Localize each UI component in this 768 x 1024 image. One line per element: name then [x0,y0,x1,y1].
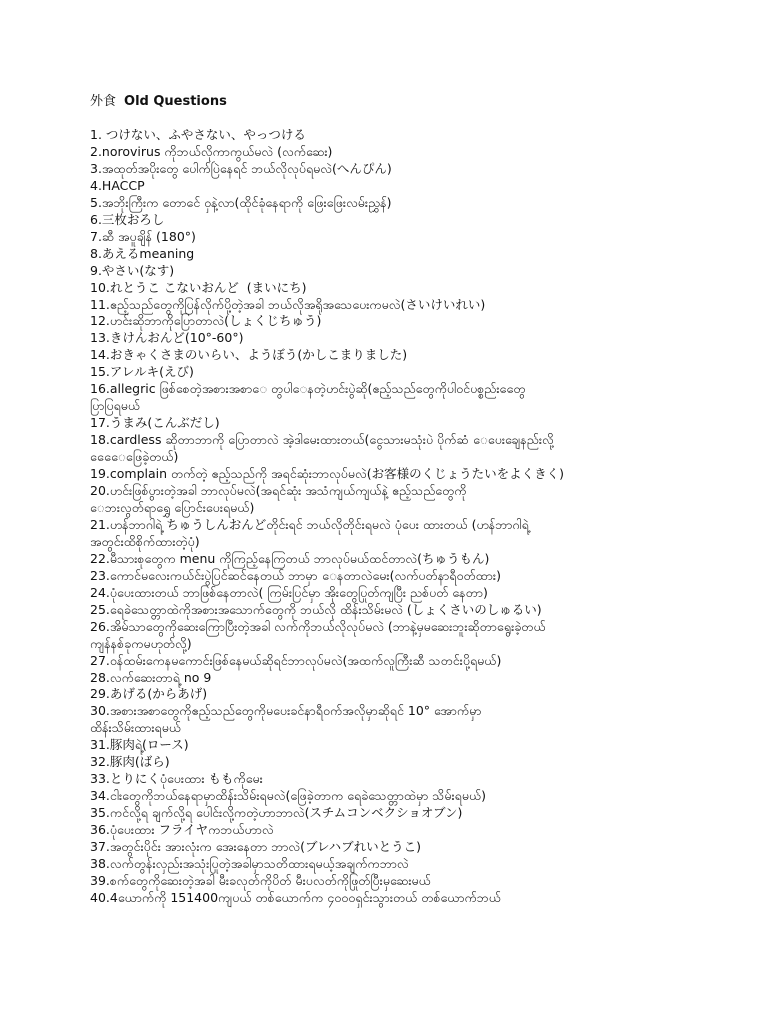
question-item: 24.ပုံပေးထားတယ် ဘာဖြစ်နေတာလဲ( ကြမ်းပြင်မှာ အိုးတွေပြုတ်ကျပြီး ညစ်ပတ် နေတာ) [90,584,488,600]
question-item: 17.うまみ(こんぶだし) [90,415,220,431]
question-item: 21.ဟန်ဘာဂါရဲ့ ちゅうしんおんどတိုင်းရင် ဘယ်လိုတိုင်းရမလဲ ပုံပေး ထားတယ် (ဟန်ဘာဂါရဲ့ အတွင်းထိစိုက်ထားတဲ့ပုံ) [90,516,529,549]
question-item: 3.အထုတ်အပိုးတွေ ပေါက်ပြဲနေရင် ဘယ်လိုလုပ်ရမလဲ(へんぴん) [90,160,392,176]
question-item: 1. つけない、ふやさない、やっつける [90,127,306,142]
question-item: 37.အတွင်းပိုင်း အားလုံးက အေးနေတာ ဘာလဲ(ブレハブれいとうこ) [90,839,421,855]
document-title: Old Questions [124,94,227,109]
question-item: 10.れとうこ こないおんど (まいにち) [90,279,307,295]
question-item: 7.ဆီ အပူချိန် (180°) [90,228,196,244]
question-item: 8.あえるmeaning [90,245,195,261]
document-header [90,94,227,110]
question-item: 36.ပုံပေးထား フライヤကဘယ်ဟာလဲ [90,822,274,838]
question-item: 38.လက်တွန်းလှည်းအသုံးပြုတဲ့အခါမှာသတိထားရမယ့်အချက်ကဘာလဲ [90,855,409,871]
question-item: 27.ဝန်ထမ်းကေနမကောင်းဖြစ်နေမယ်ဆိုရင်ဘာလုပ်မလဲ(အထက်လူကြီးဆီ သတင်းပို့ရမယ်) [90,652,502,668]
question-item: 19.complain တက်တဲ့ ဧည့်သည်ကို အရင်ဆုံးဘာလုပ်မလဲ(お客様のくじょうたいをよくきく) [90,466,565,482]
question-item: 39.စက်တွေကိုဆေးတဲ့အခါ မီးခလုတ်ကိုပိတ် မီးပလတ်ကိုဖြုတ်ပြီးမှဆေးမယ် [90,872,431,888]
question-item: 16.allegric ဖြစ်စေတဲ့အစားအစာေ တွပါေနတဲ့ဟင်းပွဲဆို(ဧည့်သည်တွေကိုပါဝင်ပစ္စည်းတွေေ ပြာပြရမယ် [90,381,526,414]
question-item: 20.ဟင်းဖြစ်ပွားတဲ့အခါ ဘာလုပ်မလဲ(အရင်ဆုံး အသံကျယ်ကျယ်နဲ့ ဧည့်သည်တွေကို ေဘးလွတ်ရာရွှေ ပြောင်းပေးရမယ်) [90,483,467,515]
question-item: 22.မီသားစုတွေက menu ကိုကြည့်နေကြတယ် ဘာလုပ်မယ်ထင်တာလဲ(ちゅうもん) [90,550,490,566]
question-item: 25.ရေခဲသေတ္တာထဲကိုအစားအသောက်တွေကို ဘယ်လို ထိန်းသိမ်းမလဲ (しょくさいのしゅるい) [90,601,542,617]
question-item: 30.အစားအစာတွေကိုဧည့်သည်တွေကိုမပေးခင်နာရီဝက်အလိုမှာဆိုရင် 10° အောက်မှာ ထိန်းသိမ်းထားရမယ် [90,703,482,736]
question-item: 9.やさい(なす) [90,262,175,278]
question-item: 32.豚肉(ばら) [90,754,170,770]
question-item: 4.HACCP [90,177,145,193]
question-item: 29.あげる(からあげ) [90,686,208,702]
question-item: 23.ကောင်မလေးကယ်င်းပွဲပြင်ဆင်နေတယ် ဘာမှာ ေနတာလဲမေး(လက်ပတ်နာရီဝတ်ထား) [90,567,501,583]
question-item: 31.豚肉ရဲ့(ロース) [90,737,189,753]
question-item: 5.အဘိုးကြီးက တောင်ေ ၀ှနဲ့လာ(ထိုင်ခုံနေရာကို ဖြေးဖြေးလမ်းညွှန်) [90,194,392,210]
header-label: 外食 [90,94,117,109]
question-item: 28.လက်ဆေးတာရဲ့ no 9 [90,669,212,685]
question-item: 26.အိမ်သာတွေကိုဆေးကြောပြီးတဲ့အခါ လက်ကိုဘယ်လိုလုပ်မလဲ (ဘာနဲ့မှမဆေးဘူးဆိုတာရွေးခဲ့တယ် ကျန်နစ်ခုကမဟုတ်လို့) [90,618,546,651]
question-item: 2.norovirus ကိုဘယ်လိုကာကွယ်မလဲ (လက်ဆေး) [90,143,333,159]
question-item: 11.ဧည့်သည်တွေကိုပြန်လိုက်ပို့တဲ့အခါ ဘယ်လိုအရိုအသေပေးကမလဲ(さいけいれい) [90,296,486,312]
question-list [90,127,690,907]
question-item: 14.おきゃくさまのいらい、ようぼう(かしこまりました) [90,347,408,363]
question-item: 34.ငါးတွေကိုဘယ်နေရာမှာထိန်းသိမ်းရမလဲ(ဖြေခဲ့တာက ရေခဲသေတ္တာထဲမှာ သိမ်းရမယ်) [90,788,486,804]
question-item: 35.ကင်လို့ရ ချက်လို့ရ ပေါင်းလို့ကတဲ့ဟာဘာလဲ(スチムコンベクショオブン) [90,805,463,821]
question-item: 6.三枚おろし [90,211,165,227]
question-item: 15.アレルキ(えび) [90,364,194,380]
question-item: 40.4ယောက်ကို 151400ကျပယ် တစ်ယောက်က ၄၀၀၀ရှင်းသွားတယ် တစ်ယောက်ဘယ် [90,889,501,905]
question-item: 33.とりにくပုံပေးထား ももကိုမေး [90,771,263,787]
question-item: 13.きけんおんど(10°-60°) [90,330,244,346]
question-item: 12.ဟင်းဆိုဘာကိုပြောတာလဲ(しょくじちゅう) [90,313,322,329]
question-item: 18.cardless ဆိုတာဘာကို ပြောတာလဲ အဲ့ဒါမေးထားတယ်(ငွေသားမသုံးပဲ ပိုက်ဆံ ေပေးချေနည်းလို့ ေေေေဖြေခဲ့တယ်) [90,432,554,465]
